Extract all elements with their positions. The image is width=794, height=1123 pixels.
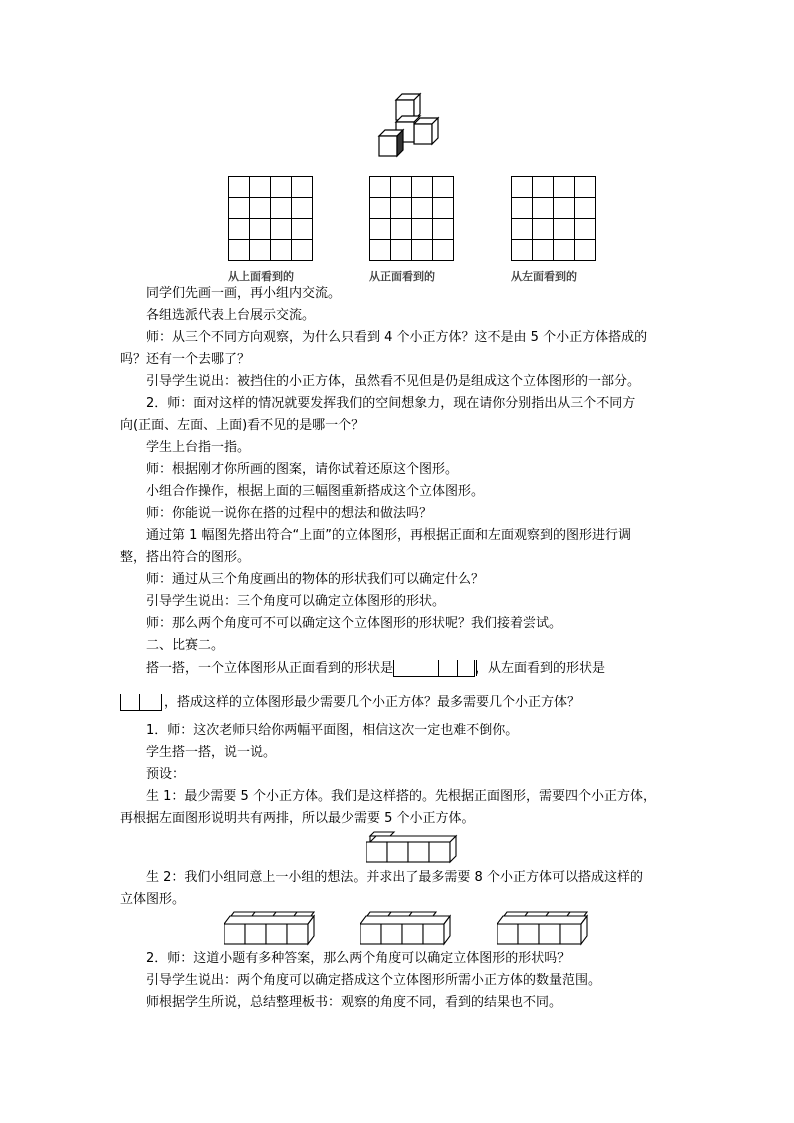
label-left-view: 从左面看到的 xyxy=(511,270,577,283)
paragraph: 向(正面、左面、上面)看不见的是哪一个？ xyxy=(120,418,365,433)
cube-figure-min xyxy=(366,828,458,864)
paragraph-with-figure xyxy=(120,692,680,714)
paragraph-text: ，搭成这样的立体图形最少需要几个小正方体？最多需要几个小正方体？ xyxy=(164,695,581,710)
paragraph: 立体图形。 xyxy=(120,892,186,907)
left-view-shape xyxy=(120,694,162,711)
front-view-shape xyxy=(393,660,475,677)
paragraph: 师：根据刚才你所画的图案，请你试着还原这个图形。 xyxy=(146,462,459,477)
section-heading: 二、比赛二。 xyxy=(146,638,225,653)
paragraph: 引导学生说出：两个角度可以确定搭成这个立体图形所需小正方体的数量范围。 xyxy=(146,973,602,988)
paragraph: 师：那么两个角度可不可以确定这个立体图形的形状呢？我们接着尝试。 xyxy=(146,616,563,631)
paragraph: 生 1：最少需要 5 个小正方体。我们是这样搭的。先根据正面图形，需要四个小正方体， xyxy=(146,789,656,804)
paragraph: 同学们先画一画，再小组内交流。 xyxy=(146,286,342,301)
grid-front-view xyxy=(369,176,455,262)
paragraph: 1．师：这次老师只给你两幅平面图，相信这次一定也难不倒你。 xyxy=(146,723,519,738)
paragraph: 师：从三个不同方向观察，为什么只看到 4 个小正方体？这不是由 5 个小正方体搭成的 xyxy=(146,330,648,345)
paragraph-text: 搭一搭，一个立体图形从正面看到的形状是 xyxy=(146,661,394,676)
paragraph: 小组合作操作，根据上面的三幅图重新搭成这个立体图形。 xyxy=(146,484,485,499)
paragraph: 再根据左面图形说明共有两排，所以最少需要 5 个小正方体。 xyxy=(120,811,475,826)
paragraph: 师：通过从三个角度画出的物体的形状我们可以确定什么？ xyxy=(146,572,485,587)
paragraph-with-figure xyxy=(120,658,680,680)
paragraph: 师：你能说一说你在搭的过程中的想法和做法吗？ xyxy=(146,506,433,521)
paragraph: 吗？还有一个去哪了？ xyxy=(120,352,251,367)
label-top-view: 从上面看到的 xyxy=(228,270,294,283)
cube-figure-top xyxy=(374,92,446,162)
paragraph: 通过第 1 幅图先搭出符合“上面”的立体图形，再根据正面和左面观察到的图形进行调 xyxy=(146,528,632,543)
paragraph: 学生上台指一指。 xyxy=(146,440,251,455)
grid-left-view xyxy=(511,176,597,262)
paragraph: 预设： xyxy=(146,767,186,782)
cube-figure-option-1 xyxy=(224,908,318,948)
cube-figure-option-3 xyxy=(497,908,597,948)
paragraph: 2．师：这道小题有多种答案，那么两个角度可以确定立体图形的形状吗？ xyxy=(146,951,571,966)
grid-top-view xyxy=(228,176,314,262)
paragraph-text: ，从左面看到的形状是 xyxy=(475,661,606,676)
paragraph: 整，搭出符合的图形。 xyxy=(120,550,251,565)
label-front-view: 从正面看到的 xyxy=(369,270,435,283)
paragraph: 生 2：我们小组同意上一小组的想法。并求出了最多需要 8 个小正方体可以搭成这样的 xyxy=(146,870,643,885)
paragraph: 引导学生说出：三个角度可以确定立体图形的形状。 xyxy=(146,594,446,609)
cube-figure-option-2 xyxy=(360,908,454,948)
paragraph: 2．师：面对这样的情况就要发挥我们的空间想象力，现在请你分别指出从三个不同方 xyxy=(146,396,636,411)
paragraph: 师根据学生所说，总结整理板书：观察的角度不同，看到的结果也不同。 xyxy=(146,995,563,1010)
paragraph: 各组选派代表上台展示交流。 xyxy=(146,308,316,323)
paragraph: 学生搭一搭，说一说。 xyxy=(146,745,277,760)
paragraph: 引导学生说出：被挡住的小正方体，虽然看不见但是仍是组成这个立体图形的一部分。 xyxy=(146,374,641,389)
